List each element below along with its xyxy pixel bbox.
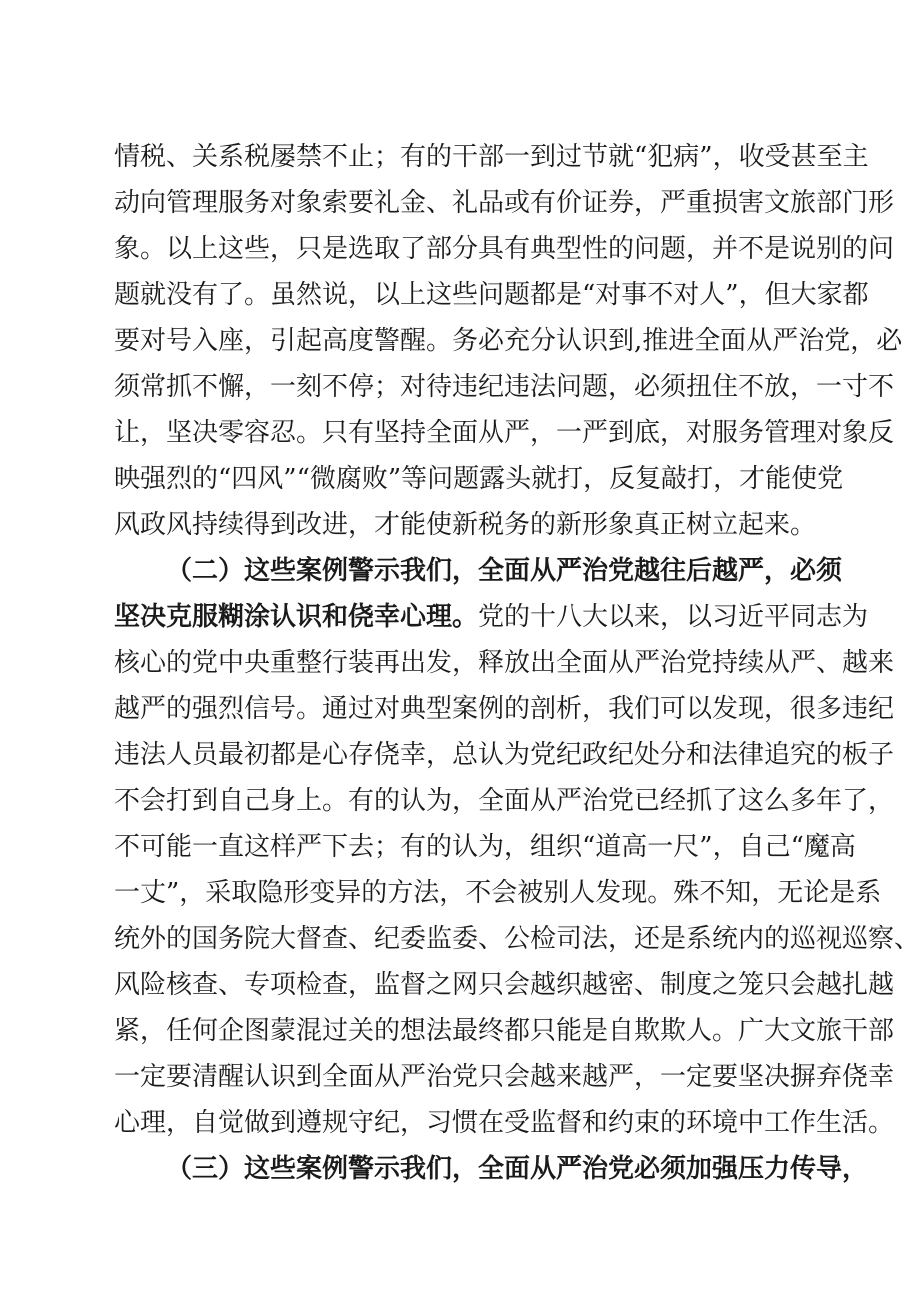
body-text-line: 越严的强烈信号。通过对典型案例的剖析，我们可以发现，很多违纪 [114, 694, 895, 724]
section-heading-2: （二）这些案例警示我们，全面从严治党越往后越严，必须 [166, 556, 843, 586]
body-text-line: 让，坚决零容忍。只有坚持全面从严，一严到底，对服务管理对象反 [114, 418, 895, 448]
section-heading-2-continuation: 坚决克服糊涂认识和侥幸心理。 [114, 602, 479, 632]
body-text-line: 须常抓不懈，一刻不停；对待违纪违法问题，必须扭住不放，一寸不 [114, 372, 895, 402]
body-text-line: 风险核查、专项检查，监督之网只会越织越密、制度之笼只会越扎越 [114, 970, 895, 1000]
section-heading-3: （三）这些案例警示我们，全面从严治党必须加强压力传导， [166, 1154, 869, 1184]
body-text-line: 一定要清醒认识到全面从严治党只会越来越严，一定要坚决摒弃侥幸 [114, 1062, 895, 1092]
body-text-line [114, 594, 869, 640]
body-text-line: 不可能一直这样严下去；有的认为，组织“道高一尺”，自己“魔高 [114, 832, 856, 862]
body-text-line: 情税、关系税屡禁不止；有的干部一到过节就“犯病”，收受甚至主 [114, 142, 869, 172]
body-text-line: 紧，任何企图蒙混过关的想法最终都只能是自欺欺人。广大文旅干部 [114, 1016, 895, 1046]
body-text-line: 违法人员最初都是心存侥幸，总认为党纪政纪处分和法律追究的板子 [114, 740, 895, 770]
body-text-line: 不会打到自己身上。有的认为，全面从严治党已经抓了这么多年了， [114, 786, 895, 816]
body-text-line: 要对号入座，引起高度警醒。务必充分认识到,推进全面从严治党，必 [114, 326, 903, 356]
body-text-line: 统外的国务院大督查、纪委监委、公检司法，还是系统内的巡视巡察、 [114, 924, 920, 954]
body-text-line: 象。以上这些，只是选取了部分具有典型性的问题，并不是说别的问 [114, 234, 895, 264]
body-text-line: 核心的党中央重整行装再出发，释放出全面从严治党持续从严、越来 [114, 648, 895, 678]
body-text-line: 一丈”，采取隐形变异的方法，不会被别人发现。殊不知，无论是系 [114, 878, 882, 908]
body-text-line: 题就没有了。虽然说，以上这些问题都是“对事不对人”，但大家都 [114, 280, 869, 310]
body-text-run: 党的十八大以来，以习近平同志为 [478, 602, 869, 632]
body-text-line: 动向管理服务对象索要礼金、礼品或有价证券，严重损害文旅部门形 [114, 188, 895, 218]
body-text-line: 风政风持续得到改进，才能使新税务的新形象真正树立起来。 [114, 510, 817, 540]
body-text-line: 映强烈的“四风”“微腐败”等问题露头就打，反复敲打，才能使党 [114, 464, 844, 494]
body-text-line: 心理，自觉做到遵规守纪，习惯在受监督和约束的环境中工作生活。 [114, 1108, 895, 1138]
